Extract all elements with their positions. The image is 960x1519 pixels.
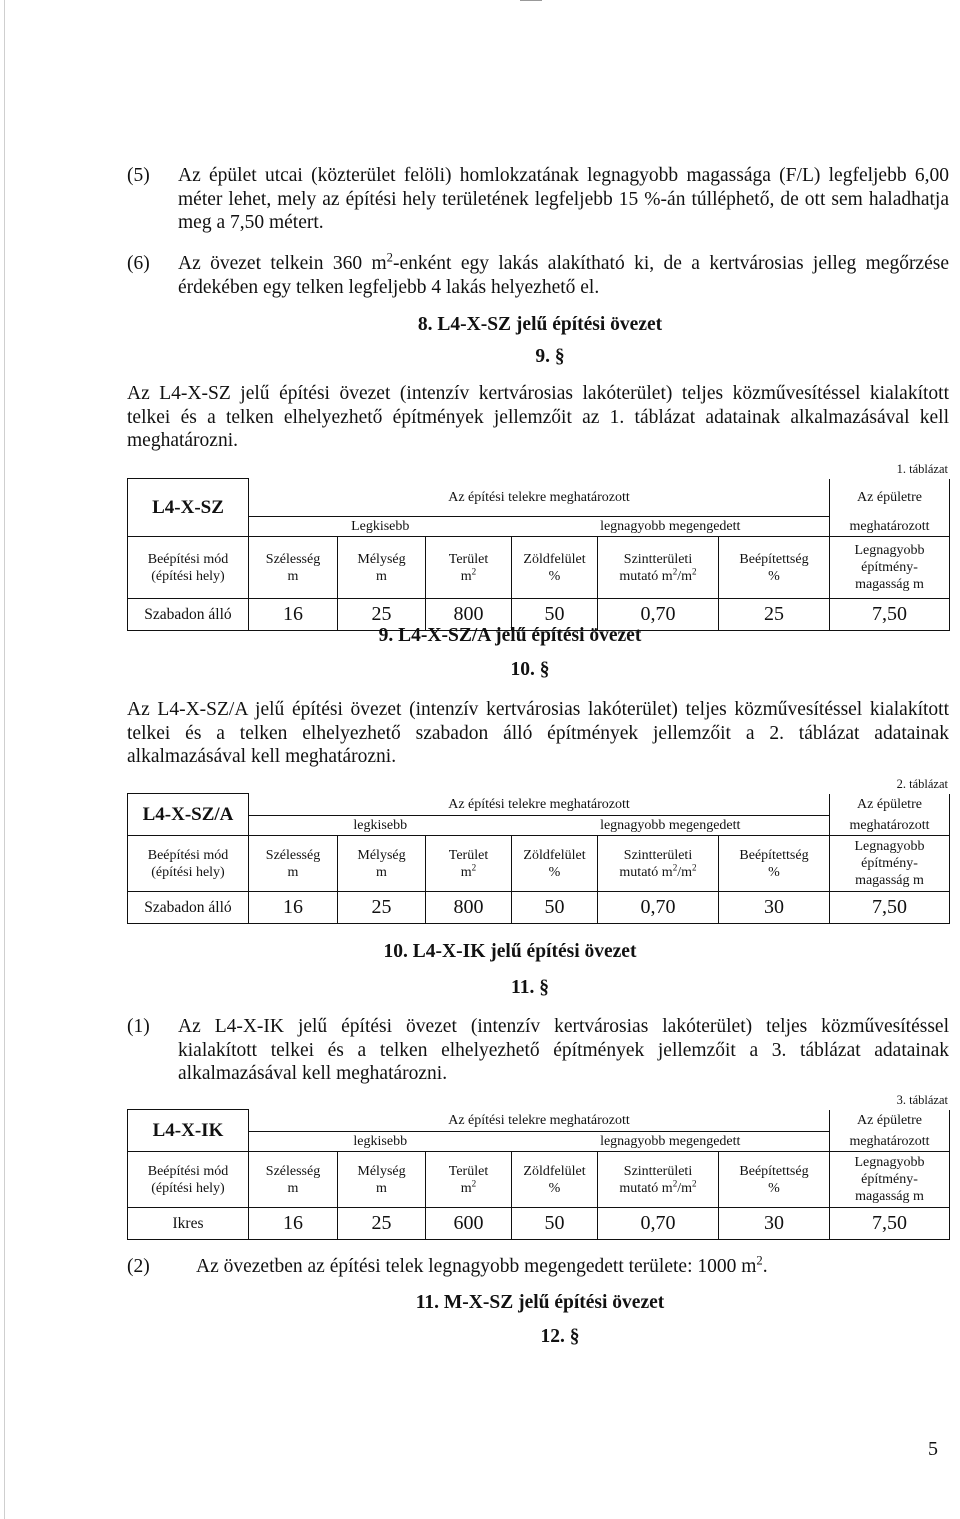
col-depth: Mélység m — [338, 1152, 426, 1208]
zone-title: 10. L4-X-IK jelű építési övezet — [383, 941, 637, 962]
building-header: Az épületre — [830, 794, 950, 816]
paragraph-5 — [127, 164, 949, 235]
scan-mark — [520, 0, 542, 1]
cell-depth: 25 — [338, 892, 426, 924]
paragraph-2 — [127, 1255, 949, 1279]
cell-green: 50 — [512, 1208, 598, 1240]
building-header: Az épületre — [830, 1110, 950, 1132]
table-row — [128, 892, 950, 924]
cell-height: 7,50 — [830, 892, 950, 924]
min-header: Legkisebb — [249, 517, 512, 537]
zone-title: 9. L4-X-SZ/A jelű építési övezet — [378, 625, 642, 646]
page-edge-line — [4, 0, 5, 1519]
col-height: Legnagyobb építmény- magasság m — [830, 1152, 950, 1208]
table-3 — [127, 1109, 950, 1240]
text-part: Az övezetben az építési telek legnagyobb megengedett területe: 1000 m — [196, 1256, 757, 1277]
cell-coverage: 25 — [719, 599, 830, 631]
zone-code: L4-X-IK — [128, 1110, 249, 1152]
paragraph-text: Az L4-X-SZ jelű építési övezet (intenzív kertvárosias lakóterület) teljes közművesítéssel kialakított telkei és a telken elhelyezhető építmények jellemzőit az 1. táblázat adatainak alkalmazásával kell meghatározni. — [127, 383, 949, 451]
group-header: Az építési telekre meghatározott — [249, 479, 830, 517]
col-width: Szélesség m — [249, 537, 338, 599]
cell-depth: 25 — [338, 1208, 426, 1240]
col-far: Szintterületi mutató $m^2/m^2$ — [598, 1152, 719, 1208]
cell-green: 50 — [512, 892, 598, 924]
col-area: Terület $m^2$ — [426, 836, 512, 892]
cell-area: 800 — [426, 892, 512, 924]
paragraph-number: (1) — [127, 1016, 150, 1037]
table-caption: 3. táblázat — [896, 1093, 948, 1107]
col-green: Zöldfelület % — [512, 537, 598, 599]
max-header: legnagyobb megengedett — [512, 816, 830, 836]
cell-mode: Ikres — [128, 1208, 249, 1240]
col-height: Legnagyobb építmény- magasság m — [830, 836, 950, 892]
paragraph-text: Az épület utcai (közterület felöli) homlokzatának legnagyobb magassága (F/L) legfeljebb 6,00 méter lehet, mely az építési hely területének legfeljebb 15 %-án túlléphető, de ott sem haladhatja meg a 7,50 métert. — [178, 165, 949, 233]
paragraph-6 — [127, 252, 949, 299]
col-depth: Mélység m — [338, 836, 426, 892]
col-green: Zöldfelület % — [512, 836, 598, 892]
cell-width: 16 — [249, 892, 338, 924]
building-header: Az épületre — [830, 479, 950, 517]
zone-title: 11. M-X-SZ jelű építési övezet — [415, 1292, 665, 1313]
zone-text — [127, 382, 949, 453]
section-number: 10. § — [510, 659, 550, 680]
cell-coverage: 30 — [719, 892, 830, 924]
min-header: legkisebb — [249, 1132, 512, 1152]
paragraph-number: (6) — [127, 253, 150, 274]
paragraph-text: Az L4-X-IK jelű építési övezet (intenzív kertvárosias lakóterület) teljes közművesítéssel kialakított telkei és a telken elhelyezhető építmények jellemzőit a 3. táblázat adatainak alkalmazásával kell meghatározni. — [178, 1016, 949, 1084]
col-coverage: Beépítettség % — [719, 537, 830, 599]
section-number: 11. § — [511, 977, 549, 998]
building-header: meghatározott — [830, 1132, 950, 1152]
section-number: 9. § — [535, 346, 565, 367]
col-width: Szélesség m — [249, 1152, 338, 1208]
paragraph-text: Az L4-X-SZ/A jelű építési övezet (intenzív kertvárosias lakóterület) teljes közművesítéssel kialakított telkei és a telken elhelyezhető szabadon álló építmények jellemzőit a 2. táblázat adatainak alkalmazásával kell meghatározni. — [127, 699, 949, 767]
table-2 — [127, 793, 950, 924]
building-header: meghatározott — [830, 517, 950, 537]
col-mode: Beépítési mód (építési hely) — [128, 1152, 249, 1208]
paragraph-number: (5) — [127, 165, 150, 186]
col-coverage: Beépítettség % — [719, 1152, 830, 1208]
superscript: 2 — [386, 250, 393, 265]
cell-green: 50 — [512, 599, 598, 631]
group-header: Az építési telekre meghatározott — [249, 794, 830, 816]
paragraph-1 — [127, 1015, 949, 1086]
cell-width: 16 — [249, 599, 338, 631]
zone-code: L4-X-SZ/A — [128, 794, 249, 836]
max-header: legnagyobb megengedett — [512, 1132, 830, 1152]
cell-area: 600 — [426, 1208, 512, 1240]
col-coverage: Beépítettség % — [719, 836, 830, 892]
cell-depth: 25 — [338, 599, 426, 631]
text-part: -enként egy lakás alakítható ki, de a kertvárosias jelleg megőrzése érdekében egy telken legfeljebb 4 lakás helyezhető el. — [178, 253, 949, 298]
min-header: legkisebb — [249, 816, 512, 836]
zone-title: 8. L4-X-SZ jelű építési övezet — [417, 314, 663, 335]
building-header: meghatározott — [830, 816, 950, 836]
cell-far: 0,70 — [598, 892, 719, 924]
col-area: Terület $m^2$ — [426, 1152, 512, 1208]
cell-far: 0,70 — [598, 599, 719, 631]
col-far: Szintterületi mutató $m^2/m^2$ — [598, 836, 719, 892]
table-1 — [127, 478, 950, 631]
col-mode: Beépítési mód (építési hely) — [128, 836, 249, 892]
zone-text — [127, 698, 949, 769]
paragraph-number: (2) — [127, 1256, 150, 1277]
col-mode: Beépítési mód (építési hely) — [128, 537, 249, 599]
section-number: 12. § — [540, 1326, 580, 1347]
cell-coverage: 30 — [719, 1208, 830, 1240]
paragraph-text — [196, 1255, 949, 1279]
max-header: legnagyobb megengedett — [512, 517, 830, 537]
col-depth: Mélység m — [338, 537, 426, 599]
page-number: 5 — [928, 1438, 938, 1460]
cell-mode: Szabadon álló — [128, 892, 249, 924]
col-green: Zöldfelület % — [512, 1152, 598, 1208]
superscript: 2 — [756, 1253, 763, 1268]
cell-height: 7,50 — [830, 599, 950, 631]
col-area: Terület $m^2$ — [426, 537, 512, 599]
col-height: Legnagyobb építmény- magasság m — [830, 537, 950, 599]
text-part: Az övezet telkein 360 m — [178, 253, 387, 274]
col-width: Szélesség m — [249, 836, 338, 892]
col-far: Szintterületi mutató $m^2/m^2$ — [598, 537, 719, 599]
cell-width: 16 — [249, 1208, 338, 1240]
table-caption: 2. táblázat — [896, 777, 948, 791]
cell-height: 7,50 — [830, 1208, 950, 1240]
paragraph-text — [178, 252, 949, 299]
zone-code: L4-X-SZ — [128, 479, 249, 537]
group-header: Az építési telekre meghatározott — [249, 1110, 830, 1132]
cell-mode: Szabadon álló — [128, 599, 249, 631]
text-part: . — [762, 1256, 768, 1277]
table-caption: 1. táblázat — [896, 462, 948, 476]
cell-far: 0,70 — [598, 1208, 719, 1240]
cell-area: 800 — [426, 599, 512, 631]
table-row — [128, 1208, 950, 1240]
